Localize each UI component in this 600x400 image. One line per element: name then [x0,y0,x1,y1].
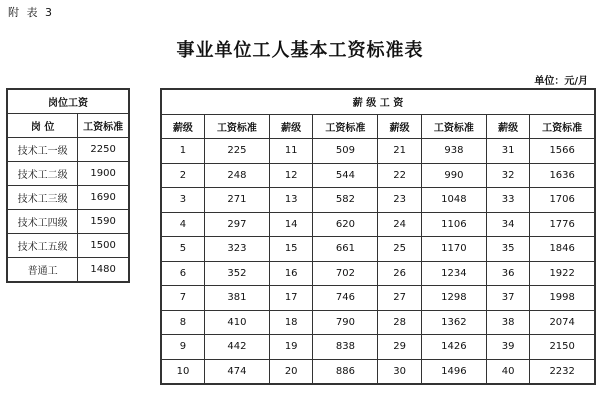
grade-number: 40 [486,359,529,384]
position-standard: 1690 [78,186,129,210]
position-table-caption: 岗位工资 [7,89,129,114]
grade-number: 39 [486,335,529,360]
grade-standard: 1362 [421,310,486,335]
table-row [7,258,129,283]
column-header-grade: 薪级 [486,114,529,139]
grade-standard: 1496 [421,359,486,384]
grade-standard: 509 [313,139,378,164]
grade-standard: 938 [421,139,486,164]
position-table-body [7,138,129,283]
grade-number: 38 [486,310,529,335]
column-header-grade: 薪级 [161,114,204,139]
grade-standard: 323 [204,237,269,262]
table-row [161,188,595,213]
grade-number: 2 [161,163,204,188]
grade-number: 3 [161,188,204,213]
grade-standard: 1170 [421,237,486,262]
grade-standard: 2232 [530,359,595,384]
grade-standard: 790 [313,310,378,335]
column-header-standard: 工资标准 [204,114,269,139]
grade-standard: 1706 [530,188,595,213]
grade-number: 17 [269,286,312,311]
grade-standard: 886 [313,359,378,384]
grade-standard: 1234 [421,261,486,286]
grade-standard: 2150 [530,335,595,360]
table-row [161,335,595,360]
grade-standard: 544 [313,163,378,188]
grade-standard: 1922 [530,261,595,286]
column-header-standard: 工资标准 [78,114,129,138]
grade-standard: 746 [313,286,378,311]
grade-standard: 702 [313,261,378,286]
grade-standard: 1776 [530,212,595,237]
grade-standard: 1426 [421,335,486,360]
grade-number: 1 [161,139,204,164]
grade-standard: 620 [313,212,378,237]
column-header-grade: 薪级 [269,114,312,139]
position-name: 技术工三级 [7,186,78,210]
table-row [161,163,595,188]
unit-label: 单位：元/月 [534,76,588,87]
grade-number: 23 [378,188,421,213]
table-row [161,359,595,384]
grade-standard: 1566 [530,139,595,164]
appendix-label: 附 表 3 [8,6,54,19]
grade-number: 9 [161,335,204,360]
grade-standard: 381 [204,286,269,311]
grade-number: 24 [378,212,421,237]
grade-number: 7 [161,286,204,311]
column-header-position: 岗 位 [7,114,78,138]
position-name: 普通工 [7,258,78,283]
grade-standard: 474 [204,359,269,384]
column-header-standard: 工资标准 [313,114,378,139]
grade-standard: 442 [204,335,269,360]
table-row [7,162,129,186]
table-row [7,186,129,210]
grade-number: 6 [161,261,204,286]
grade-number: 34 [486,212,529,237]
grade-number: 35 [486,237,529,262]
grade-number: 5 [161,237,204,262]
page-title: 事业单位工人基本工资标准表 [176,40,424,61]
grade-number: 16 [269,261,312,286]
grade-standard: 248 [204,163,269,188]
grade-number: 31 [486,139,529,164]
column-header-grade: 薪级 [378,114,421,139]
table-row [161,139,595,164]
table-row [161,310,595,335]
grade-number: 28 [378,310,421,335]
grade-standard: 582 [313,188,378,213]
column-header-standard: 工资标准 [530,114,595,139]
grade-table-body [161,139,595,385]
position-name: 技术工五级 [7,234,78,258]
position-name: 技术工四级 [7,210,78,234]
grade-number: 36 [486,261,529,286]
grade-number: 30 [378,359,421,384]
grade-standard: 352 [204,261,269,286]
position-standard: 1590 [78,210,129,234]
table-row [7,234,129,258]
grade-number: 15 [269,237,312,262]
table-row [161,261,595,286]
table-row [161,212,595,237]
table-row [161,237,595,262]
position-standard: 1900 [78,162,129,186]
grade-standard: 990 [421,163,486,188]
grade-number: 29 [378,335,421,360]
column-header-standard: 工资标准 [421,114,486,139]
grade-standard: 271 [204,188,269,213]
grade-number: 21 [378,139,421,164]
grade-standard: 1048 [421,188,486,213]
grade-number: 37 [486,286,529,311]
grade-standard: 225 [204,139,269,164]
grade-standard: 2074 [530,310,595,335]
grade-number: 12 [269,163,312,188]
grade-number: 26 [378,261,421,286]
grade-number: 4 [161,212,204,237]
grade-standard: 410 [204,310,269,335]
grade-standard: 1998 [530,286,595,311]
grade-standard: 661 [313,237,378,262]
position-name: 技术工二级 [7,162,78,186]
grade-number: 32 [486,163,529,188]
grade-number: 8 [161,310,204,335]
grade-number: 20 [269,359,312,384]
grade-number: 22 [378,163,421,188]
grade-standard: 838 [313,335,378,360]
grade-number: 25 [378,237,421,262]
grade-table-caption: 薪 级 工 资 [161,89,595,114]
grade-standard: 1846 [530,237,595,262]
table-row [161,286,595,311]
grade-salary-table [160,88,596,385]
grade-standard: 1106 [421,212,486,237]
grade-number: 11 [269,139,312,164]
position-standard: 1500 [78,234,129,258]
grade-standard: 1298 [421,286,486,311]
grade-table-header-row [161,114,595,139]
position-salary-table [6,88,130,283]
grade-number: 18 [269,310,312,335]
grade-number: 27 [378,286,421,311]
grade-number: 14 [269,212,312,237]
table-row [7,210,129,234]
grade-standard: 297 [204,212,269,237]
table-row [7,138,129,162]
grade-number: 10 [161,359,204,384]
grade-standard: 1636 [530,163,595,188]
position-name: 技术工一级 [7,138,78,162]
position-standard: 1480 [78,258,129,283]
position-standard: 2250 [78,138,129,162]
grade-number: 33 [486,188,529,213]
grade-number: 19 [269,335,312,360]
grade-number: 13 [269,188,312,213]
